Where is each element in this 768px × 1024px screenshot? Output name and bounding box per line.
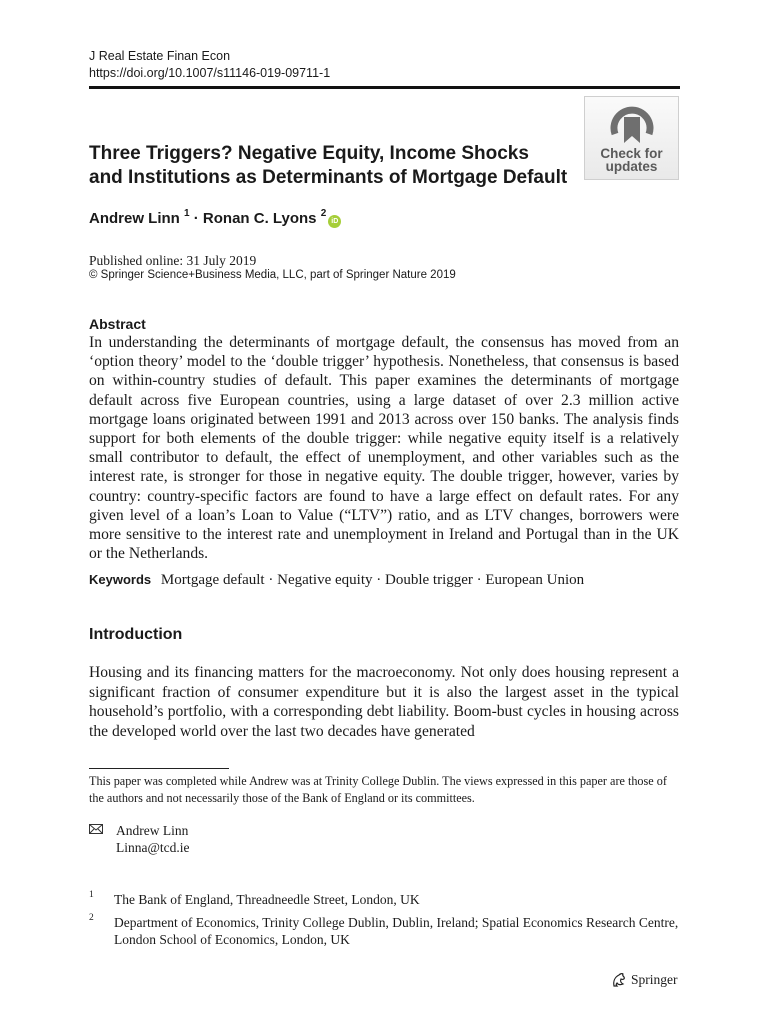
keyword: European Union — [485, 572, 585, 588]
header-rule — [89, 86, 680, 89]
affiliation — [89, 914, 679, 948]
keyword-separator: · — [372, 572, 385, 588]
abstract-heading: Abstract — [89, 316, 146, 332]
footnote-rule — [89, 768, 229, 769]
springer-horse-icon — [611, 972, 627, 988]
affiliation-marker: 1 — [184, 208, 190, 219]
author-list — [89, 210, 341, 228]
envelope-icon — [89, 824, 103, 834]
keyword-separator: · — [264, 572, 278, 588]
published-date: Published online: 31 July 2019 — [89, 253, 257, 268]
contact-email[interactable]: Linna@tcd.ie — [116, 840, 190, 855]
keyword: Double trigger — [385, 572, 473, 588]
article-title — [89, 142, 569, 189]
keywords — [89, 572, 584, 589]
affiliation-text: Department of Economics, Trinity College Dublin, Dublin, Ireland; Spatial Economics Research Centre, London School of Economics, London, UK — [114, 915, 679, 947]
publisher-name: Springer — [631, 972, 678, 987]
title-line-2: and Institutions as Determinants of Mortgage Default — [89, 166, 568, 188]
affiliation-number: 1 — [89, 890, 94, 900]
publisher-logo — [611, 972, 678, 988]
affiliation-text: The Bank of England, Threadneedle Street, London, UK — [114, 892, 420, 907]
author-separator: · — [193, 210, 199, 227]
copyright-line: © Springer Science+Business Media, LLC, part of Springer Nature 2019 — [89, 269, 456, 281]
orcid-icon[interactable]: iD — [328, 215, 341, 228]
affiliation-marker: 2 — [320, 208, 327, 219]
doi-link[interactable]: https://doi.org/10.1007/s11146-019-09711-1 — [89, 66, 331, 80]
badge-line-1: Check for — [600, 146, 663, 161]
title-line-1: Three Triggers? Negative Equity, Income Shocks — [89, 143, 529, 164]
affiliation — [89, 891, 679, 908]
journal-name: J Real Estate Finan Econ — [89, 49, 231, 63]
check-for-updates-icon — [608, 103, 656, 147]
affiliation-number: 2 — [89, 913, 94, 923]
corresponding-author — [89, 822, 190, 856]
contact-name: Andrew Linn — [116, 823, 189, 838]
abstract-text: In understanding the determinants of mortgage default, the consensus has moved from an ‘option theory’ model to the ‘double trigger’ hypothesis. Nonetheless, that consensus is based on within-country studies of default. This paper examines the determinants of mortgage default across five European countries, using a large dataset of over 2.3 million active mortgage loans originated between 1991 and 2013 across over 150 banks. The analysis finds support for both elements of the double trigger: while negative equity itself is a relatively small contributor to default, the effect of unemployment, and other variables such as the interest rate, is stronger for those in negative equity. The double trigger, however, varies by country: country-specific factors are found to have a large effect on default rates. For any given level of a loan’s Loan to Value (“LTV”) ratio, and as LTV changes, borrowers were more sensitive to the interest rate and unemployment in Ireland and Portugal than in the UK or the Netherlands. — [89, 334, 679, 563]
keyword-separator: · — [472, 572, 486, 588]
badge-line-2: updates — [605, 159, 658, 174]
keyword: Mortgage default — [160, 572, 265, 588]
check-for-updates-badge[interactable] — [584, 96, 679, 180]
author-name[interactable]: Andrew Linn — [89, 210, 180, 227]
introduction-text: Housing and its financing matters for the macroeconomy. Not only does housing represent a significant fraction of consumer expenditure but it is also the largest asset in the typical household’s portfolio, with a corresponding debt liability. Boom-bust cycles in housing across the developed world over the last two decades have generated — [89, 664, 679, 740]
author-name[interactable]: Ronan C. Lyons — [202, 210, 317, 227]
keyword: Negative equity — [277, 572, 373, 588]
keywords-label: Keywords — [89, 572, 152, 587]
journal-header — [89, 48, 330, 82]
section-heading-introduction: Introduction — [89, 626, 183, 643]
footnote: This paper was completed while Andrew was at Trinity College Dublin. The views expressed in this paper are those of the authors and not necessarily those of the Bank of England or its committees. — [89, 774, 667, 805]
